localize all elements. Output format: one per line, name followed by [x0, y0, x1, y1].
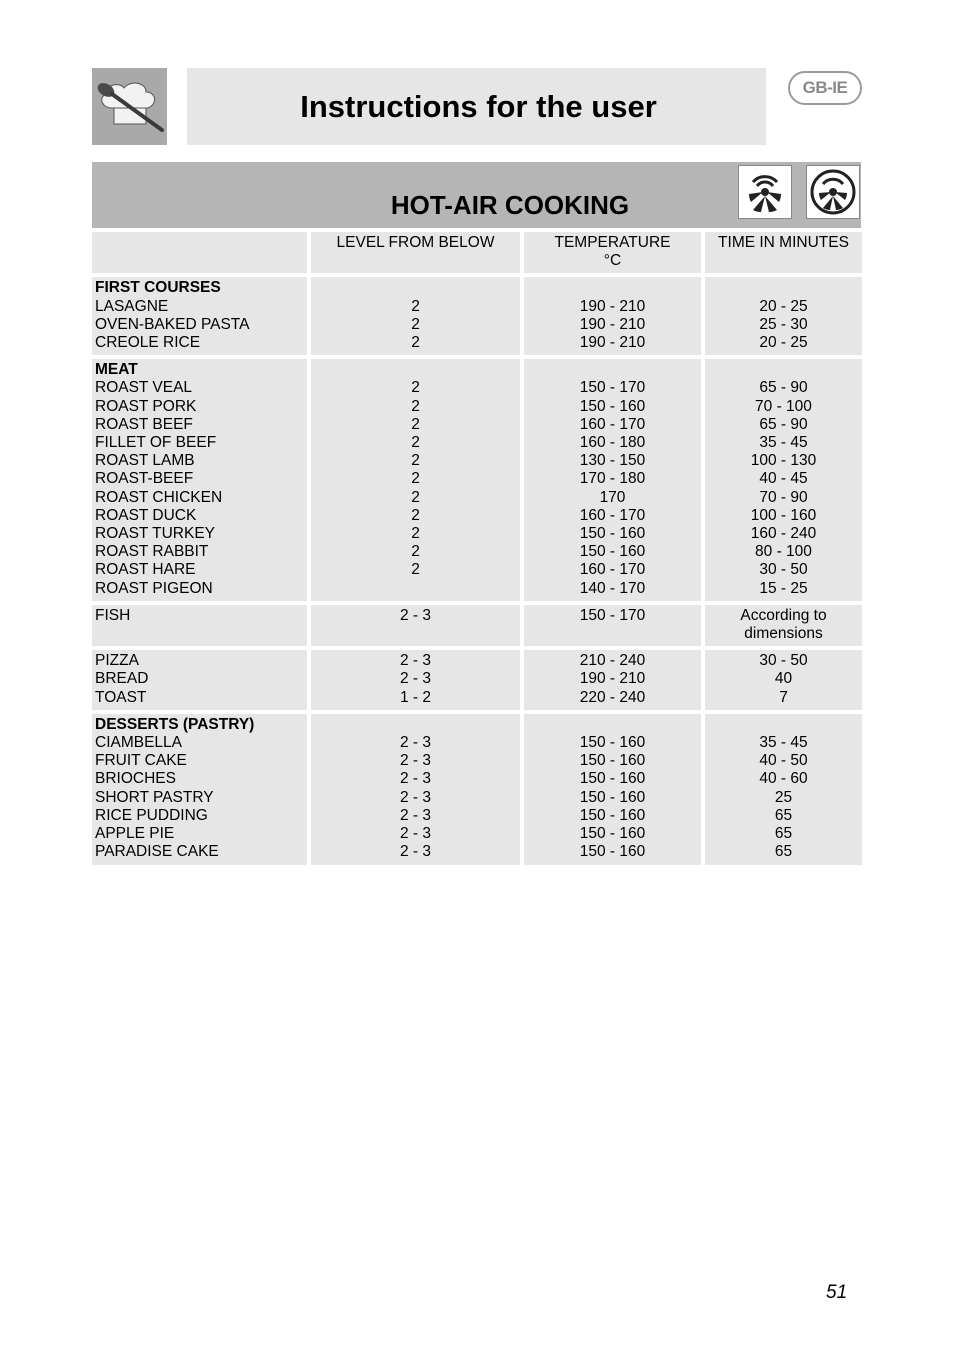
cell-line: 2 - 3	[399, 670, 431, 688]
cell-line: 80 - 100	[755, 543, 812, 561]
cell-line: ROAST PIGEON	[95, 579, 213, 597]
cell-line: 1 - 2	[399, 688, 431, 706]
cell-line: FISH	[95, 606, 131, 624]
cell-line: 2 - 3	[399, 652, 431, 670]
header-cell-temperature: TEMPERATURE °C	[524, 232, 701, 273]
page-number: 51	[826, 1282, 848, 1303]
level-cell	[311, 605, 520, 646]
cell-line: FIRST COURSES	[95, 279, 221, 297]
cell-line: 160 - 170	[579, 506, 646, 524]
cell-line: 7	[779, 688, 788, 706]
cell-line: CREOLE RICE	[95, 334, 201, 352]
food-name-cell	[92, 277, 307, 355]
cell-line: 2 - 3	[399, 806, 431, 824]
cell-line: 190 - 210	[579, 315, 646, 333]
page-title: Instructions for the user	[300, 88, 657, 124]
cell-line: 150 - 160	[579, 770, 646, 788]
cell-line: RICE PUDDING	[95, 806, 208, 824]
level-cell	[311, 359, 520, 601]
time-cell	[705, 605, 862, 646]
cell-line: LASAGNE	[95, 297, 169, 315]
cell-line: 150 - 160	[579, 843, 646, 861]
cell-line	[314, 279, 517, 297]
cell-line: 25	[774, 788, 793, 806]
cell-line: 2	[411, 315, 420, 333]
cell-line: 2	[411, 470, 420, 488]
cell-line: 2 - 3	[399, 788, 431, 806]
cell-line: SHORT PASTRY	[95, 788, 214, 806]
cell-line	[314, 716, 517, 734]
cell-line: 190 - 210	[579, 334, 646, 351]
cell-line: BREAD	[95, 670, 149, 688]
cell-line	[527, 279, 698, 297]
food-name-cell	[92, 650, 307, 710]
cell-line: ROAST HARE	[95, 561, 196, 579]
cell-line: 2	[411, 397, 420, 415]
temperature-cell	[524, 277, 701, 355]
cell-line: 2 - 3	[399, 825, 431, 843]
cell-line: 2	[411, 379, 420, 397]
time-cell	[705, 714, 862, 865]
cell-line: 2	[411, 525, 420, 543]
cell-line: 150 - 160	[579, 752, 646, 770]
cell-line: 2	[411, 334, 420, 351]
header-cell-time: TIME IN MINUTES	[705, 232, 862, 273]
cell-line: BRIOCHES	[95, 770, 176, 788]
cell-line: 210 - 240	[579, 652, 646, 670]
fan-circle-icon	[806, 165, 860, 219]
cell-line: 160 - 170	[579, 561, 646, 579]
temperature-cell	[524, 605, 701, 646]
temperature-cell	[524, 359, 701, 601]
cell-line: 150 - 160	[579, 788, 646, 806]
cell-line: OVEN-BAKED PASTA	[95, 315, 250, 333]
cell-line: 150 - 160	[579, 397, 646, 415]
cell-line: ROAST PORK	[95, 397, 197, 415]
cell-line: 170 - 180	[579, 470, 646, 488]
cell-line: 2	[411, 297, 420, 315]
cell-line: 65	[774, 825, 793, 843]
food-name-cell	[92, 605, 307, 646]
cell-line: 40 - 50	[759, 752, 808, 770]
header-cell-name	[92, 232, 307, 273]
cell-line: 150 - 160	[579, 806, 646, 824]
cell-line: 2 - 3	[399, 843, 431, 861]
cell-line: 2	[411, 543, 420, 561]
cell-line: 2 - 3	[399, 752, 431, 770]
cell-line: 65	[774, 806, 793, 824]
cell-line: 25 - 30	[759, 315, 808, 333]
cell-line: 190 - 210	[579, 297, 646, 315]
cell-line: 220 - 240	[579, 688, 646, 706]
cell-line: 150 - 160	[579, 734, 646, 752]
chef-spoon-icon	[92, 68, 167, 145]
cell-line: 2 - 3	[399, 770, 431, 788]
food-name-cell	[92, 359, 307, 601]
cell-line	[527, 716, 698, 734]
cell-line	[708, 361, 859, 379]
cell-line: 130 - 150	[579, 452, 646, 470]
cell-line: DESSERTS (PASTRY)	[95, 715, 255, 733]
cell-line: 2 - 3	[399, 606, 431, 624]
cell-line	[314, 361, 517, 379]
time-cell	[705, 359, 862, 601]
cell-line: 70 - 90	[759, 488, 808, 506]
time-cell	[705, 277, 862, 355]
cell-line: 40	[774, 670, 793, 688]
cell-line: 160 - 240	[750, 525, 817, 543]
cell-line: PIZZA	[95, 652, 139, 670]
cell-line: ROAST CHICKEN	[95, 488, 223, 506]
cell-line: 35 - 45	[759, 734, 808, 752]
cell-line: 65 - 90	[759, 415, 808, 433]
cell-line: ROAST TURKEY	[95, 525, 216, 543]
header-bar	[187, 68, 766, 145]
cell-line: 2	[411, 452, 420, 470]
cell-line: 70 - 100	[755, 397, 812, 415]
cell-line	[314, 580, 517, 598]
cell-line: ROAST VEAL	[95, 379, 193, 397]
cell-line: According to dimensions	[740, 606, 827, 643]
cell-line: ROAST RABBIT	[95, 543, 209, 561]
cell-line: 160 - 170	[579, 415, 646, 433]
cell-line: 30 - 50	[759, 652, 808, 670]
cell-line: 150 - 160	[579, 525, 646, 543]
cell-line: 2	[411, 488, 420, 506]
cell-line: 20 - 25	[759, 297, 808, 315]
cell-line	[527, 361, 698, 379]
table-grid	[92, 228, 861, 865]
cell-line: 150 - 160	[579, 543, 646, 561]
cell-line: 40 - 60	[759, 770, 808, 788]
level-cell	[311, 277, 520, 355]
temperature-cell	[524, 650, 701, 710]
cell-line: 40 - 45	[759, 470, 808, 488]
cell-line: 150 - 170	[579, 379, 646, 397]
brand-logo	[92, 68, 167, 145]
section-title: HOT-AIR COOKING	[390, 190, 630, 220]
cell-line: 30 - 50	[759, 561, 808, 579]
level-cell	[311, 714, 520, 865]
cell-line: 100 - 160	[750, 506, 817, 524]
cell-line: 2	[411, 506, 420, 524]
cell-line: CIAMBELLA	[95, 734, 183, 752]
cell-line: FILLET OF BEEF	[95, 434, 217, 452]
cell-line: ROAST-BEEF	[95, 470, 194, 488]
cell-line: ROAST DUCK	[95, 506, 197, 524]
cell-line: 2 - 3	[399, 734, 431, 752]
cell-line: 190 - 210	[579, 670, 646, 688]
cooking-table	[92, 162, 861, 865]
cell-line: ROAST BEEF	[95, 415, 193, 433]
temperature-cell	[524, 714, 701, 865]
food-name-cell	[92, 714, 307, 865]
cell-line	[708, 279, 859, 297]
cell-line: 150 - 160	[579, 825, 646, 843]
header-cell-level: LEVEL FROM BELOW	[311, 232, 520, 273]
cell-line: APPLE PIE	[95, 825, 175, 843]
section-title-bar	[92, 162, 861, 228]
cell-line: 100 - 130	[750, 452, 817, 470]
level-cell	[311, 650, 520, 710]
time-cell	[705, 650, 862, 710]
language-badge: GB-IE	[788, 71, 862, 105]
cell-line: FRUIT CAKE	[95, 752, 187, 770]
cell-line: 15 - 25	[759, 579, 808, 597]
cell-line: 170	[599, 488, 626, 506]
cell-line: PARADISE CAKE	[95, 843, 219, 861]
cell-line: 20 - 25	[759, 334, 808, 351]
cell-line: TOAST	[95, 688, 147, 706]
cell-line: 140 - 170	[579, 579, 646, 597]
cell-line: 150 - 170	[579, 606, 646, 624]
cell-line: 2	[411, 561, 420, 579]
cell-line: 160 - 180	[579, 434, 646, 452]
cell-line: 65 - 90	[759, 379, 808, 397]
cell-line: 2	[411, 415, 420, 433]
cell-line: MEAT	[95, 361, 138, 379]
cell-line	[708, 716, 859, 734]
hot-air-fan-icon	[738, 165, 792, 219]
cell-line: 35 - 45	[759, 434, 808, 452]
cell-line: 2	[411, 434, 420, 452]
cell-line: ROAST LAMB	[95, 452, 195, 470]
cell-line: 65	[774, 843, 793, 861]
